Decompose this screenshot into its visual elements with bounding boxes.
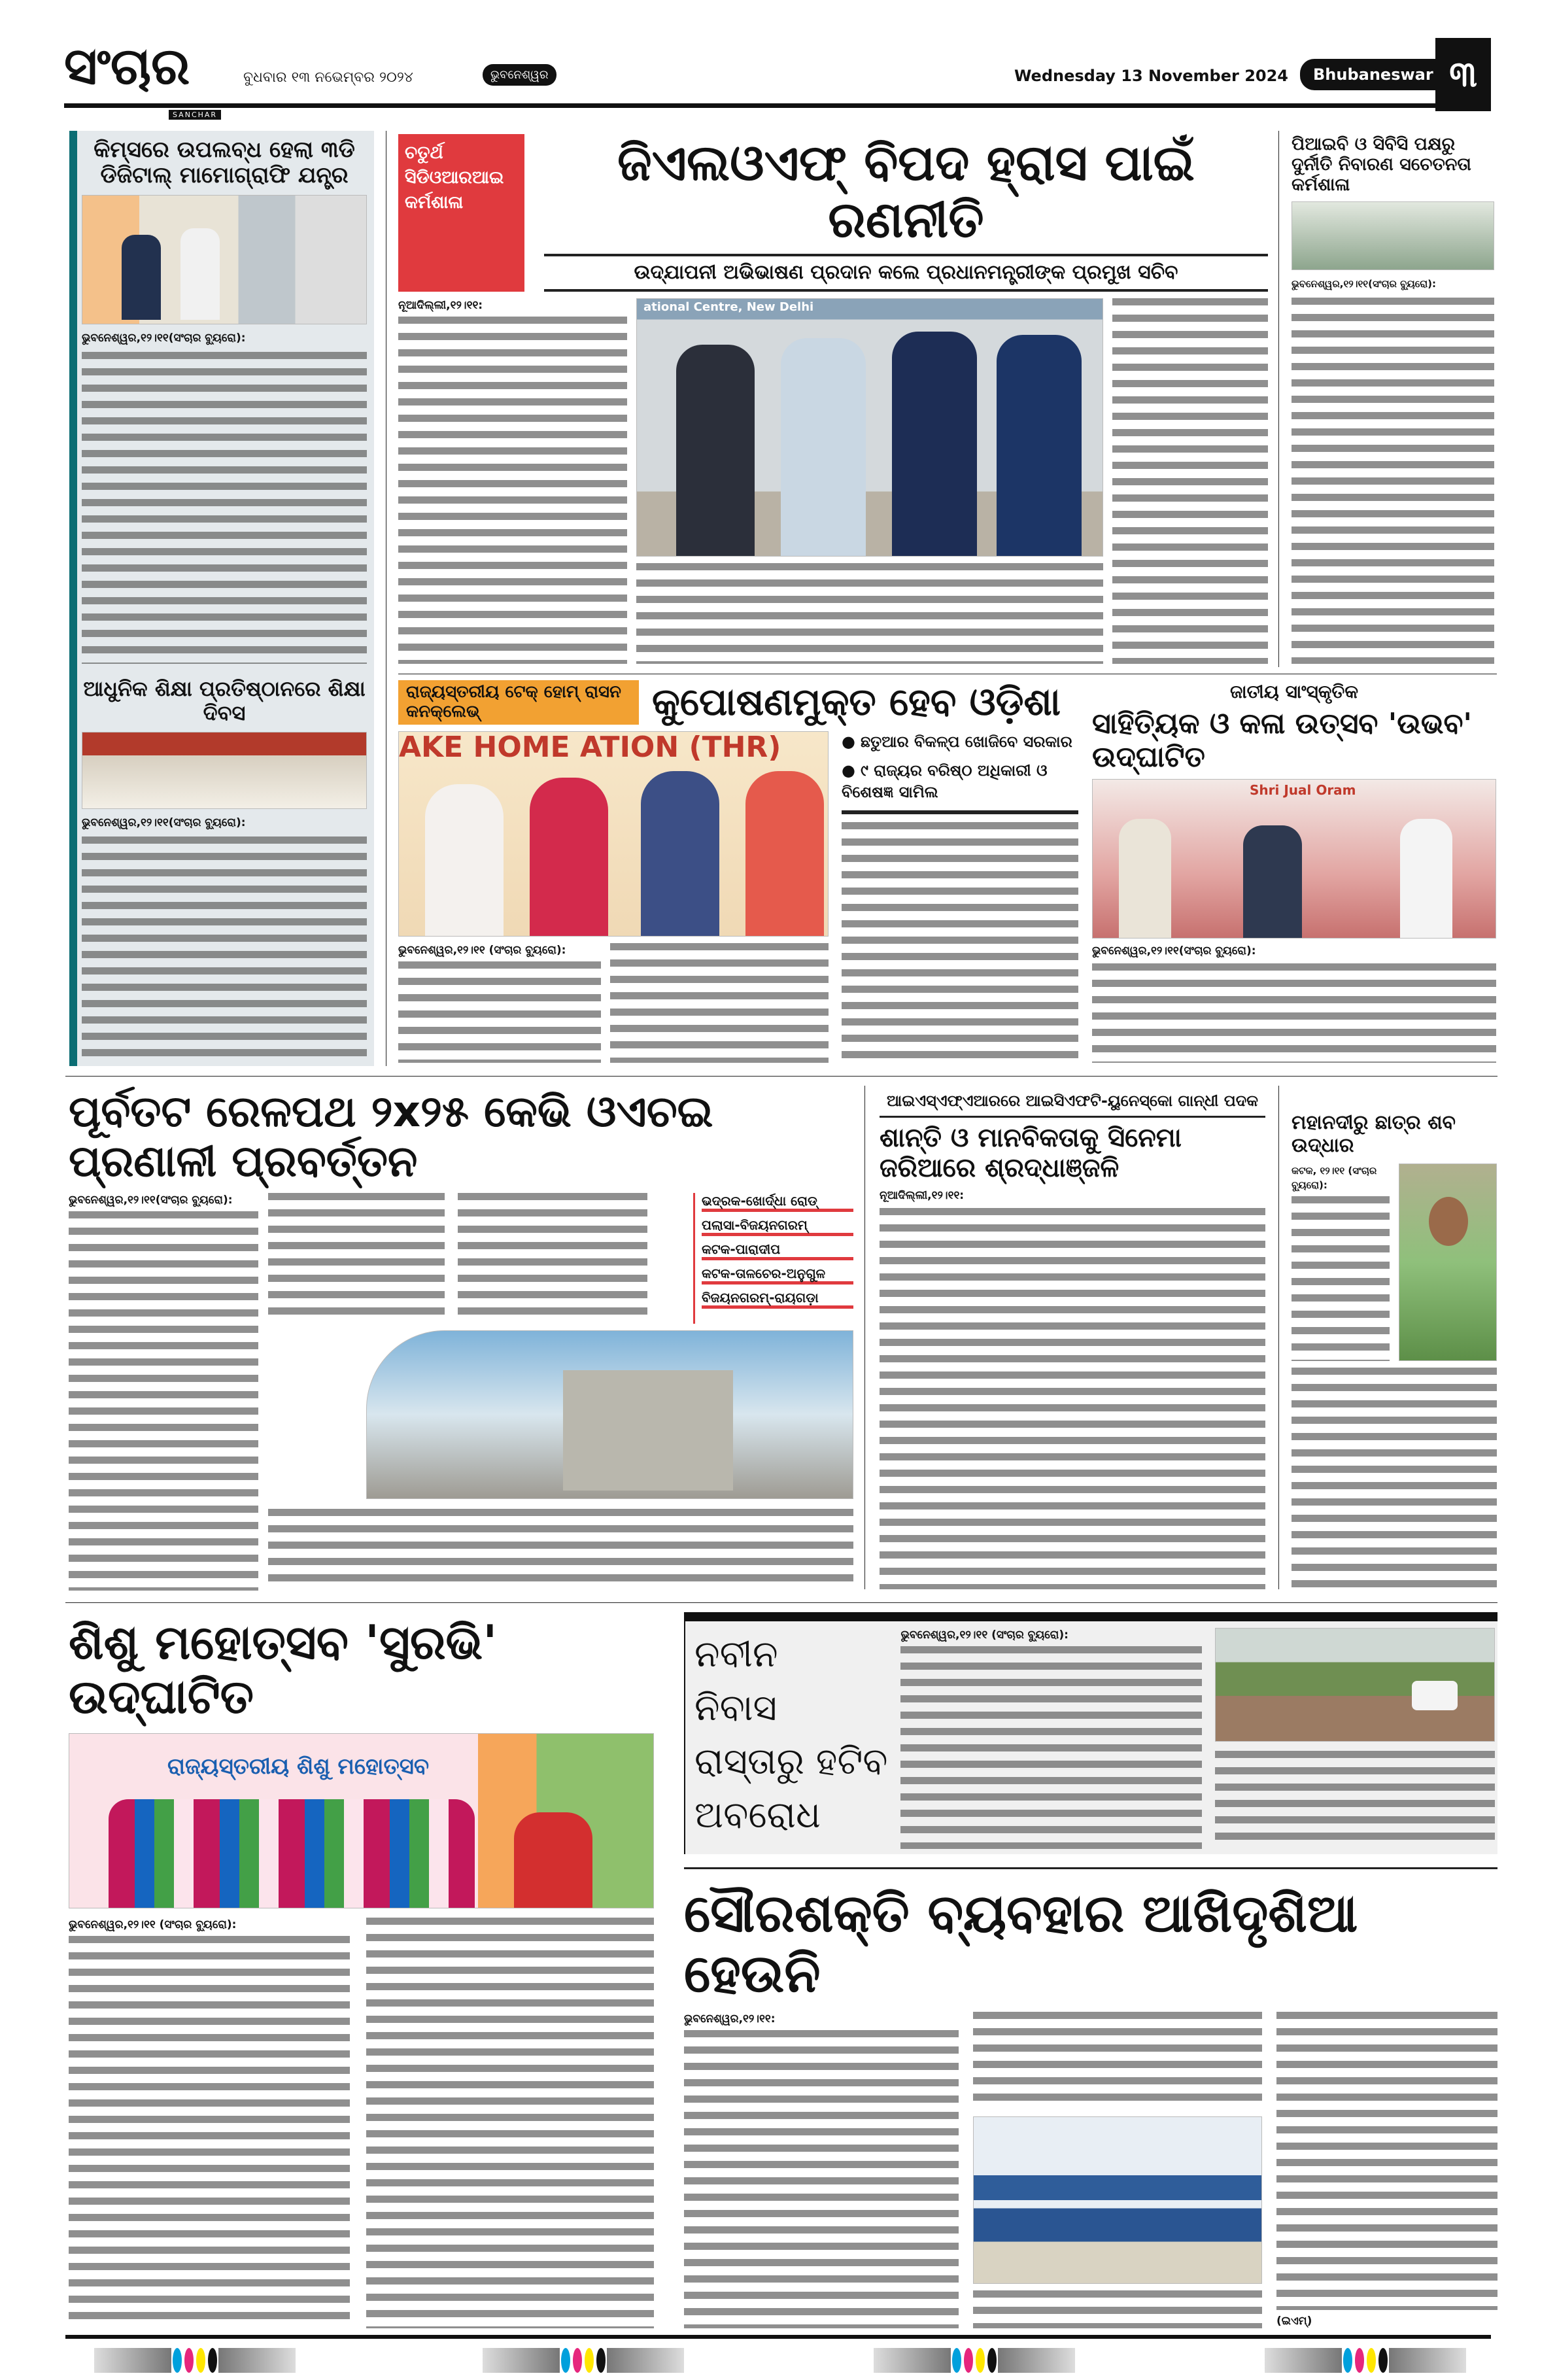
route-item: ପଲାସା-ବିଜୟନଗରମ୍ <box>702 1217 853 1236</box>
glof-headline: ଜିଏଲଓଏଫ୍ ବିପଦ ହ୍ରାସ ପାଇଁ ରଣନୀତି <box>617 133 1195 249</box>
color-registration-bar <box>1265 2348 1466 2373</box>
glof-kicker: ଚତୁର୍ଥ ସିଡିଓଆରଆଇ କର୍ମଶାଳା <box>398 134 524 292</box>
logo: ସଂଚାର <box>64 37 190 96</box>
edition-badge: ଭୁବନେଶ୍ୱର <box>483 64 556 86</box>
gandhi-medal-article <box>880 1092 1265 1589</box>
column-divider <box>1278 131 1279 667</box>
column-divider <box>864 1086 865 1589</box>
headline-line: ରାସ୍ତାରୁ ହଟିବ <box>694 1740 888 1783</box>
ubhab-photo <box>1092 779 1496 939</box>
solar-signoff: (ଇଏମ୍) <box>1276 2315 1312 2328</box>
mahanadi-dateline: କଟକ, ୧୨।୧୧ (ସଂଚାର ବ୍ୟୁରୋ): <box>1292 1165 1377 1191</box>
naveen-niwas-body <box>900 1646 1202 1849</box>
route-item: ବିଜୟନଗରମ୍-ରାୟଗଡ଼ା <box>702 1290 853 1309</box>
solar-panels-photo <box>973 2116 1262 2284</box>
glof-photo <box>636 298 1103 557</box>
railway-route-list <box>693 1193 853 1324</box>
railway-headline: ପୂର୍ବତଟ ରେଳପଥ ୨x୨୫ କେଭି ଓଏଚଇ ପ୍ରଣାଳୀ ପ୍ରବର୍ତ୍ତନ <box>69 1086 713 1186</box>
rule <box>544 254 1268 256</box>
education-day-article <box>82 677 367 1063</box>
glof-article <box>398 134 1268 664</box>
railway-body <box>69 1211 258 1591</box>
education-day-body <box>82 836 367 1063</box>
solar-body <box>1276 2012 1497 2310</box>
solar-body <box>973 2290 1262 2328</box>
naveen-niwas-road-photo <box>1215 1628 1495 1742</box>
photo-banner: ational Centre, New Delhi <box>643 300 814 315</box>
surabhi-body <box>366 1918 654 2328</box>
surabhi-headline: ଶିଶୁ ମହୋତ୍ସବ 'ସୁରଭି' ଉଦ୍‌ଘାଟିତ <box>69 1615 498 1724</box>
kims-photo <box>82 195 367 324</box>
route-item: କଟକ-ପାରାଦୀପ <box>702 1241 853 1260</box>
rule <box>544 289 1268 292</box>
footer-rule <box>65 2335 1491 2339</box>
headline-line: ନବୀନ <box>694 1633 778 1676</box>
ubhab-dateline: ଭୁବନେଶ୍ୱର,୧୨।୧୧(ସଂଚାର ବ୍ୟୁରୋ): <box>1092 944 1256 958</box>
nutrition-kicker: ରାଜ୍ୟସ୍ତରୀୟ ଟେକ୍ ହୋମ୍ ରାସନ କନକ୍ଲେଭ୍ <box>398 680 639 725</box>
gandhi-medal-kicker: ଆଇଏସ୍‌ଏଫ୍‌ଏଆରରେ ଆଇସିଏଫଟି-ୟୁନେସ୍କୋ ଗାନ୍ଧୀ ପଦକ <box>887 1092 1258 1110</box>
pib-article <box>1292 134 1494 664</box>
route-item: କଟକ-ତାଳଚେର-ଅନୁଗୁଳ <box>702 1266 853 1285</box>
railway-article <box>69 1087 853 1591</box>
logo-subtitle: SANCHAR <box>169 110 221 120</box>
nutrition-article <box>398 680 1078 1063</box>
glof-body <box>636 563 1103 664</box>
pib-body <box>1292 298 1494 664</box>
ubhab-headline: ସାହିତ୍ୟିକ ଓ କଳା ଉତ୍ସବ 'ଉଭବ' ଉଦ୍‌ଘାଟିତ <box>1092 707 1472 774</box>
solar-body <box>684 2030 959 2328</box>
surabhi-photo <box>69 1733 654 1908</box>
mahanadi-student-photo <box>1399 1164 1497 1361</box>
photo-banner: AKE HOME ATION (THR) <box>399 731 781 764</box>
railway-dateline: ଭୁବନେଶ୍ୱର,୧୨।୧୧(ସଂଚାର ବ୍ୟୁରୋ): <box>69 1193 233 1207</box>
nutrition-body <box>610 943 829 1063</box>
ubhab-body <box>1092 963 1496 1063</box>
solar-headline: ସୌରଶକ୍ତି ବ୍ୟବହାର ଆଖିଦୃଶିଆ ହେଉନି <box>684 1883 1358 2004</box>
solar-body <box>973 2012 1262 2110</box>
mahanadi-body <box>1292 1368 1497 1589</box>
color-registration-bar <box>483 2348 684 2373</box>
ubhab-kicker: ଜାତୀୟ ସାଂସ୍କୃତିକ <box>1229 681 1359 702</box>
column-divider <box>1278 1086 1279 1589</box>
naveen-niwas-headline <box>694 1628 887 1849</box>
masthead-rule <box>64 103 1437 108</box>
section-rule <box>65 1076 1497 1077</box>
date-english: Wednesday 13 November 2024 <box>1014 67 1288 85</box>
rule <box>880 1116 1265 1118</box>
kims-headline: କିମ୍ସରେ ଉପଲବ୍ଧ ହେଲା ୩ଡି ଡିଜିଟାଲ୍ ମାମୋଗ୍ରାଫି ଯନ୍ତ୍ର <box>94 137 355 189</box>
glof-subhead: ଉଦ୍‌ଯାପନୀ ଅଭିଭାଷଣ ପ୍ରଦାନ କଲେ ପ୍ରଧାନମନ୍ତ୍ରୀଙ୍କ ପ୍ରମୁଖ ସଚିବ <box>634 260 1178 284</box>
pib-photo <box>1292 201 1494 270</box>
kims-body <box>82 352 367 664</box>
gandhi-medal-dateline: ନୂଆଦିଲ୍ଲୀ,୧୨।୧୧: <box>880 1188 965 1202</box>
color-registration-bar <box>874 2348 1075 2373</box>
mahanadi-body <box>1292 1196 1390 1361</box>
section-rule <box>65 1602 1497 1603</box>
rule <box>684 1867 1497 1869</box>
masthead <box>64 38 1491 123</box>
headline-line: ନିବାସ <box>694 1687 778 1729</box>
mahanadi-headline: ମହାନଦୀରୁ ଛାତ୍ର ଶବ ଉଦ୍ଧାର <box>1292 1111 1456 1157</box>
surabhi-article <box>69 1615 654 2328</box>
page-number: ୩ <box>1435 38 1491 111</box>
route-item: ଭଦ୍ରକ-ଖୋର୍ଦ୍ଧା ରୋଡ୍ <box>702 1193 853 1212</box>
gandhi-medal-body <box>880 1208 1265 1589</box>
color-registration-bar <box>94 2348 296 2373</box>
kims-article <box>82 137 367 664</box>
naveen-niwas-body <box>1215 1751 1495 1849</box>
pib-headline: ପିଆଇବି ଓ ସିବିସି ପକ୍ଷରୁ ଦୁର୍ନୀତି ନିବାରଣ ସଚେତନତା କର୍ମଶାଳା <box>1292 134 1471 196</box>
education-day-photo <box>82 732 367 809</box>
gandhi-medal-headline: ଶାନ୍ତି ଓ ମାନବିକତାକୁ ସିନେମା ଜରିଆରେ ଶ୍ରଦ୍ଧାଞ୍ଜଳି <box>880 1122 1182 1183</box>
education-day-dateline: ଭୁବନେଶ୍ୱର,୧୨।୧୧(ସଂଚାର ବ୍ୟୁରୋ): <box>82 816 246 829</box>
surabhi-dateline: ଭୁବନେଶ୍ୱର,୧୨।୧୧ (ସଂଚାର ବ୍ୟୁରୋ): <box>69 1918 237 1931</box>
solar-article <box>684 1884 1497 2328</box>
railway-body <box>268 1193 445 1317</box>
city-badge: Bhubaneswar <box>1300 59 1437 90</box>
railway-substation-photo <box>366 1330 853 1499</box>
glof-body <box>1112 298 1268 664</box>
glof-body <box>398 317 627 664</box>
rule <box>842 810 1078 814</box>
kims-dateline: ଭୁବନେଶ୍ୱର,୧୨।୧୧(ସଂଚାର ବ୍ୟୁରୋ): <box>82 332 246 345</box>
railway-body <box>458 1193 647 1317</box>
headline-line: ଅବରୋଧ <box>694 1794 821 1837</box>
education-day-headline: ଆଧୁନିକ ଶିକ୍ଷା ପ୍ରତିଷ୍ଠାନରେ ଶିକ୍ଷା ଦିବସ <box>83 676 366 725</box>
nutrition-body <box>842 822 1078 1063</box>
mahanadi-article <box>1292 1112 1497 1589</box>
photo-banner: Shri Jual Oram <box>1250 782 1356 799</box>
solar-dateline: ଭୁବନେଶ୍ୱର,୧୨।୧୧: <box>684 2012 776 2026</box>
naveen-niwas-dateline: ଭୁବନେଶ୍ୱର,୧୨।୧୧ (ସଂଚାର ବ୍ୟୁରୋ): <box>900 1629 1069 1642</box>
nutrition-dateline: ଭୁବନେଶ୍ୱର,୧୨।୧୧ (ସଂଚାର ବ୍ୟୁରୋ): <box>398 943 566 957</box>
date-odia: ବୁଧବାର ୧୩ ନଭେମ୍ବର ୨୦୨୪ <box>243 69 413 86</box>
nutrition-body <box>398 961 601 1063</box>
photo-banner: ରାଜ୍ୟସ୍ତରୀୟ ଶିଶୁ ମହୋତ୍ସବ <box>167 1753 430 1780</box>
pib-dateline: ଭୁବନେଶ୍ୱର,୧୨।୧୧(ସଂଚାର ବ୍ୟୁରୋ): <box>1292 278 1437 290</box>
naveen-niwas-box <box>684 1612 1497 1854</box>
surabhi-body <box>69 1936 350 2328</box>
nutrition-bullet: ● ଛତୁଆର ବିକଳ୍ପ ଖୋଜିବେ ସରକାର <box>842 731 1078 752</box>
ubhab-article <box>1092 681 1496 1063</box>
glof-dateline: ନୂଆଦିଲ୍ଲୀ,୧୨।୧୧: <box>398 299 483 313</box>
nutrition-bullet: ● ୯ ରାଜ୍ୟର ବରିଷ୍ଠ ଅଧିକାରୀ ଓ ବିଶେଷଜ୍ଞ ସାମିଲ <box>842 760 1078 802</box>
railway-body <box>268 1509 853 1591</box>
nutrition-headline: କୁପୋଷଣମୁକ୍ତ ହେବ ଓଡ଼ିଶା <box>652 680 1061 724</box>
nutrition-photo <box>398 731 829 937</box>
